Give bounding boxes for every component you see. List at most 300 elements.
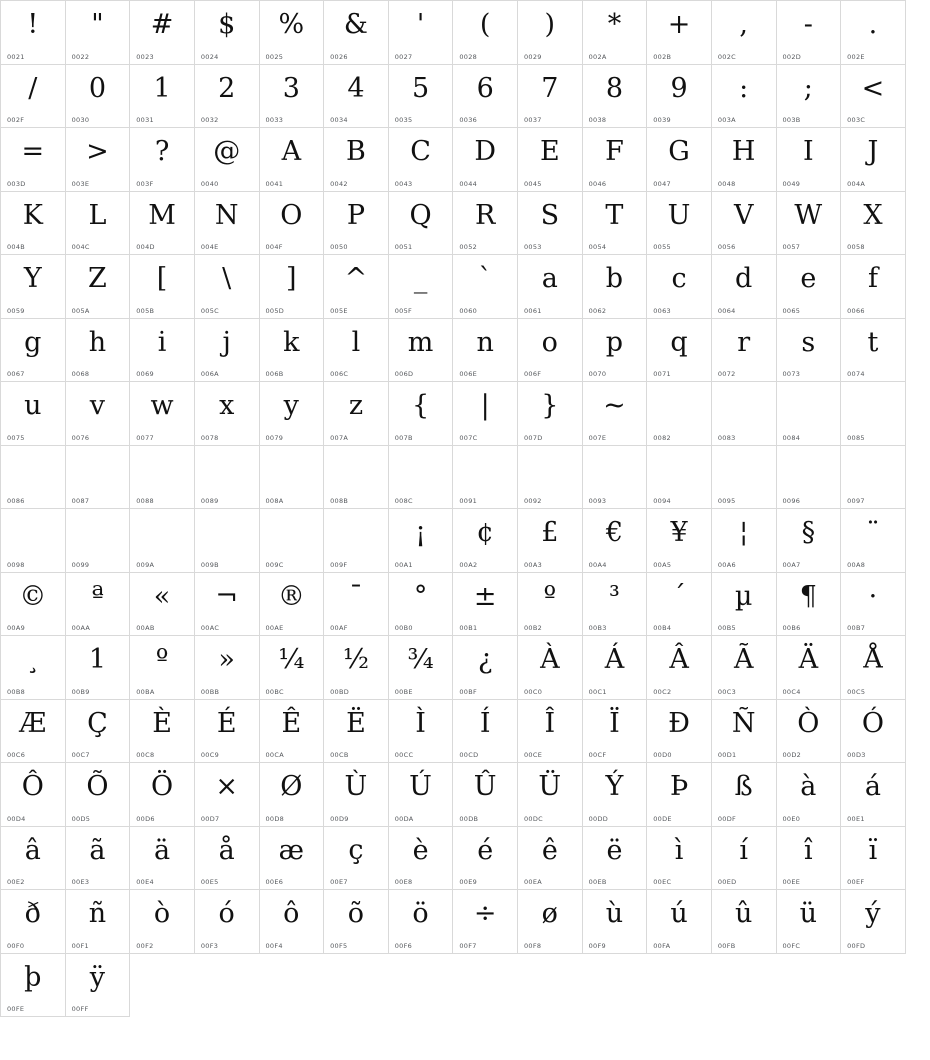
- glyph-cell[interactable]: [712, 509, 777, 573]
- glyph-cell[interactable]: [583, 827, 648, 891]
- glyph-cell[interactable]: [841, 128, 906, 192]
- glyph-character: #: [150, 9, 174, 40]
- glyph-cell[interactable]: [260, 827, 325, 891]
- glyph-cell[interactable]: [841, 573, 906, 637]
- glyph-character: B: [346, 136, 366, 167]
- glyph-cell[interactable]: [389, 827, 454, 891]
- glyph-character: ¿: [477, 644, 493, 675]
- glyph-cell[interactable]: [453, 763, 518, 827]
- glyph-cell[interactable]: [260, 382, 325, 446]
- glyph-cell[interactable]: [260, 446, 325, 510]
- glyph-cell[interactable]: [518, 1, 583, 65]
- glyph-cell[interactable]: [66, 573, 131, 637]
- glyph-cell[interactable]: [260, 700, 325, 764]
- glyph-cell[interactable]: [777, 827, 842, 891]
- glyph-cell[interactable]: [841, 700, 906, 764]
- glyph-codepoint-label: 007A: [330, 433, 349, 442]
- glyph-cell[interactable]: [66, 890, 131, 954]
- glyph-cell[interactable]: [518, 573, 583, 637]
- glyph-cell[interactable]: [324, 1, 389, 65]
- glyph-cell[interactable]: [583, 763, 648, 827]
- glyph-character: &: [343, 9, 368, 40]
- glyph-cell[interactable]: [841, 255, 906, 319]
- glyph-cell[interactable]: [389, 636, 454, 700]
- glyph-cell[interactable]: [1, 65, 66, 129]
- glyph-cell[interactable]: [66, 700, 131, 764]
- glyph-codepoint-label: 00B7: [847, 624, 866, 632]
- glyph-cell[interactable]: [1, 954, 66, 1018]
- glyph-cell[interactable]: [841, 65, 906, 129]
- glyph-codepoint-label: 00A5: [653, 560, 672, 569]
- glyph-cell[interactable]: [712, 636, 777, 700]
- glyph-codepoint-label: 0086: [7, 497, 25, 505]
- glyph-cell[interactable]: [841, 446, 906, 510]
- glyph-cell[interactable]: [647, 763, 712, 827]
- glyph-codepoint-label: 0022: [71, 52, 90, 61]
- glyph-cell[interactable]: [777, 128, 842, 192]
- glyph-cell[interactable]: [195, 636, 260, 700]
- glyph-cell[interactable]: [324, 255, 389, 319]
- glyph-cell[interactable]: [389, 65, 454, 129]
- glyph-cell[interactable]: [777, 509, 842, 573]
- glyph-cell[interactable]: [1, 192, 66, 256]
- glyph-cell[interactable]: [583, 319, 648, 383]
- glyph-cell[interactable]: [518, 700, 583, 764]
- glyph-codepoint-label: 004E: [200, 243, 219, 251]
- glyph-cell[interactable]: [647, 128, 712, 192]
- glyph-character: 1: [153, 72, 171, 104]
- glyph-cell[interactable]: [324, 827, 389, 891]
- glyph-cell[interactable]: [1, 255, 66, 319]
- glyph-character: Ü: [538, 771, 562, 802]
- glyph-cell[interactable]: [389, 255, 454, 319]
- glyph-cell[interactable]: [712, 827, 777, 891]
- glyph-cell[interactable]: [195, 192, 260, 256]
- glyph-cell[interactable]: [453, 128, 518, 192]
- glyph-codepoint-label: 00A4: [588, 560, 607, 569]
- glyph-cell[interactable]: [647, 890, 712, 954]
- glyph-cell[interactable]: [389, 890, 454, 954]
- glyph-codepoint-label: 00BB: [200, 687, 220, 696]
- glyph-cell[interactable]: [841, 382, 906, 446]
- glyph-cell[interactable]: [583, 128, 648, 192]
- glyph-cell[interactable]: [518, 509, 583, 573]
- glyph-codepoint-label: 00AF: [330, 624, 348, 632]
- glyph-character: ü: [799, 898, 817, 929]
- glyph-character: i: [157, 326, 167, 358]
- glyph-codepoint-label: 00E9: [459, 878, 478, 886]
- glyph-codepoint-label: 00FB: [717, 941, 736, 950]
- glyph-cell[interactable]: [518, 636, 583, 700]
- glyph-cell[interactable]: [66, 446, 131, 510]
- glyph-cell[interactable]: [130, 1, 195, 65]
- glyph-cell[interactable]: [841, 636, 906, 700]
- glyph-character: [518, 450, 582, 490]
- glyph-codepoint-label: 00D3: [847, 751, 866, 759]
- glyph-cell[interactable]: [583, 65, 648, 129]
- glyph-cell[interactable]: [130, 573, 195, 637]
- glyph-codepoint-label: 00B1: [459, 624, 478, 632]
- glyph-character: l: [351, 326, 361, 358]
- glyph-codepoint-label: 00BD: [330, 687, 350, 696]
- glyph-cell[interactable]: [324, 636, 389, 700]
- glyph-cell[interactable]: [712, 192, 777, 256]
- glyph-cell[interactable]: [647, 573, 712, 637]
- glyph-cell[interactable]: [260, 763, 325, 827]
- glyph-cell[interactable]: [260, 636, 325, 700]
- glyph-cell[interactable]: [647, 827, 712, 891]
- glyph-cell[interactable]: [1, 509, 66, 573]
- glyph-codepoint-label: 0029: [524, 52, 542, 61]
- glyph-cell[interactable]: [66, 636, 131, 700]
- glyph-cell[interactable]: [1, 700, 66, 764]
- glyph-cell[interactable]: [389, 509, 454, 573]
- glyph-cell[interactable]: [712, 573, 777, 637]
- glyph-cell[interactable]: [130, 128, 195, 192]
- glyph-cell[interactable]: [66, 1, 131, 65]
- glyph-cell[interactable]: [324, 319, 389, 383]
- glyph-character: ¯: [349, 580, 363, 612]
- glyph-codepoint-label: 0050: [330, 243, 348, 251]
- glyph-cell[interactable]: [453, 827, 518, 891]
- glyph-character: ª: [91, 580, 104, 612]
- glyph-cell[interactable]: [453, 192, 518, 256]
- glyph-cell[interactable]: [324, 192, 389, 256]
- glyph-cell[interactable]: [260, 255, 325, 319]
- glyph-cell[interactable]: [518, 763, 583, 827]
- glyph-cell[interactable]: [518, 255, 583, 319]
- glyph-character: Ó: [861, 707, 884, 739]
- glyph-cell[interactable]: [130, 700, 195, 764]
- glyph-character: ^: [344, 263, 368, 294]
- glyph-character: ©: [19, 580, 47, 612]
- glyph-cell[interactable]: [1, 636, 66, 700]
- glyph-codepoint-label: 00B8: [7, 687, 26, 696]
- glyph-cell[interactable]: [583, 1, 648, 65]
- glyph-cell[interactable]: [712, 255, 777, 319]
- glyph-cell[interactable]: [777, 65, 842, 129]
- glyph-codepoint-label: 00C7: [71, 751, 90, 759]
- glyph-cell[interactable]: [260, 319, 325, 383]
- glyph-codepoint-label: 00F9: [588, 941, 606, 950]
- glyph-character: %: [278, 9, 305, 40]
- glyph-cell[interactable]: [389, 319, 454, 383]
- glyph-cell[interactable]: [453, 700, 518, 764]
- glyph-character: Ä: [798, 644, 819, 675]
- glyph-cell[interactable]: [130, 192, 195, 256]
- glyph-cell[interactable]: [453, 446, 518, 510]
- glyph-cell[interactable]: [130, 382, 195, 446]
- glyph-cell[interactable]: [453, 319, 518, 383]
- glyph-cell[interactable]: [712, 700, 777, 764]
- glyph-codepoint-label: 00FA: [653, 941, 671, 950]
- glyph-cell[interactable]: [389, 192, 454, 256]
- glyph-cell[interactable]: [195, 509, 260, 573]
- glyph-character: 7: [541, 72, 559, 104]
- glyph-cell[interactable]: [518, 382, 583, 446]
- glyph-codepoint-label: 00A3: [524, 560, 543, 569]
- glyph-cell[interactable]: [324, 763, 389, 827]
- glyph-codepoint-label: 0058: [847, 243, 865, 251]
- glyph-cell[interactable]: [583, 509, 648, 573]
- glyph-cell[interactable]: [324, 573, 389, 637]
- glyph-cell[interactable]: [260, 509, 325, 573]
- glyph-cell[interactable]: [583, 382, 648, 446]
- glyph-cell[interactable]: [1, 890, 66, 954]
- glyph-character: S: [540, 199, 560, 231]
- glyph-cell[interactable]: [583, 192, 648, 256]
- glyph-cell[interactable]: [130, 319, 195, 383]
- glyph-character: t: [867, 326, 879, 358]
- glyph-cell[interactable]: [1, 1, 66, 65]
- glyph-codepoint-label: 00AE: [265, 624, 284, 632]
- glyph-codepoint-label: 0052: [459, 243, 478, 251]
- glyph-cell[interactable]: [389, 446, 454, 510]
- glyph-cell[interactable]: [777, 636, 842, 700]
- glyph-codepoint-label: 005A: [71, 306, 90, 315]
- glyph-cell[interactable]: [583, 636, 648, 700]
- glyph-cell[interactable]: [1, 382, 66, 446]
- glyph-cell[interactable]: [195, 827, 260, 891]
- glyph-cell[interactable]: [712, 446, 777, 510]
- glyph-character: ÿ: [89, 961, 106, 993]
- glyph-cell[interactable]: [195, 65, 260, 129]
- glyph-cell[interactable]: [518, 65, 583, 129]
- glyph-cell[interactable]: [777, 573, 842, 637]
- glyph-cell[interactable]: [195, 1, 260, 65]
- glyph-cell[interactable]: [66, 255, 131, 319]
- glyph-codepoint-label: 003C: [847, 116, 866, 124]
- glyph-cell[interactable]: [389, 573, 454, 637]
- glyph-codepoint-label: 005D: [265, 306, 285, 315]
- glyph-cell[interactable]: [777, 700, 842, 764]
- glyph-cell[interactable]: [777, 382, 842, 446]
- glyph-cell[interactable]: [712, 319, 777, 383]
- glyph-codepoint-label: 0023: [136, 52, 154, 61]
- glyph-cell[interactable]: [195, 890, 260, 954]
- glyph-cell[interactable]: [130, 65, 195, 129]
- glyph-cell[interactable]: [841, 192, 906, 256]
- glyph-cell[interactable]: [1, 573, 66, 637]
- glyph-cell[interactable]: [841, 827, 906, 891]
- glyph-cell[interactable]: [1, 763, 66, 827]
- glyph-codepoint-label: 0048: [717, 179, 736, 188]
- glyph-cell[interactable]: [66, 763, 131, 827]
- glyph-codepoint-label: 00ED: [717, 878, 737, 886]
- glyph-cell[interactable]: [66, 382, 131, 446]
- glyph-cell[interactable]: [647, 382, 712, 446]
- glyph-cell[interactable]: [518, 192, 583, 256]
- glyph-cell[interactable]: [260, 65, 325, 129]
- glyph-cell[interactable]: [66, 827, 131, 891]
- glyph-cell[interactable]: [647, 636, 712, 700]
- glyph-cell[interactable]: [453, 573, 518, 637]
- glyph-character: å: [218, 834, 235, 866]
- glyph-cell[interactable]: [324, 509, 389, 573]
- glyph-codepoint-label: 00B0: [394, 624, 413, 632]
- glyph-cell[interactable]: [518, 890, 583, 954]
- glyph-character: [647, 386, 711, 426]
- glyph-cell[interactable]: [1, 446, 66, 510]
- glyph-cell[interactable]: [777, 192, 842, 256]
- glyph-codepoint-label: 00AA: [71, 624, 91, 632]
- glyph-character: y: [283, 390, 299, 421]
- glyph-cell[interactable]: [130, 636, 195, 700]
- glyph-cell[interactable]: [130, 255, 195, 319]
- glyph-cell[interactable]: [195, 382, 260, 446]
- glyph-cell[interactable]: [324, 890, 389, 954]
- glyph-cell[interactable]: [712, 1, 777, 65]
- glyph-cell[interactable]: [66, 319, 131, 383]
- glyph-cell[interactable]: [518, 446, 583, 510]
- glyph-codepoint-label: 0099: [71, 560, 90, 569]
- glyph-cell[interactable]: [324, 446, 389, 510]
- glyph-character: ö: [412, 898, 429, 929]
- glyph-cell[interactable]: [389, 700, 454, 764]
- glyph-cell[interactable]: [260, 192, 325, 256]
- glyph-cell[interactable]: [453, 509, 518, 573]
- glyph-codepoint-label: 0064: [717, 306, 736, 315]
- glyph-cell[interactable]: [1, 827, 66, 891]
- glyph-cell[interactable]: [647, 700, 712, 764]
- glyph-cell[interactable]: [777, 1, 842, 65]
- glyph-cell[interactable]: [841, 1, 906, 65]
- glyph-codepoint-label: 004F: [265, 243, 283, 251]
- glyph-cell[interactable]: [712, 763, 777, 827]
- glyph-character: 9: [670, 72, 688, 104]
- glyph-cell[interactable]: [195, 255, 260, 319]
- glyph-cell[interactable]: [195, 573, 260, 637]
- glyph-codepoint-label: 009B: [200, 560, 219, 569]
- glyph-cell[interactable]: [777, 890, 842, 954]
- glyph-cell[interactable]: [324, 128, 389, 192]
- glyph-cell[interactable]: [195, 446, 260, 510]
- glyph-codepoint-label: 0079: [265, 433, 284, 442]
- glyph-character: ï: [868, 834, 878, 866]
- glyph-cell[interactable]: [260, 573, 325, 637]
- glyph-cell[interactable]: [453, 890, 518, 954]
- glyph-character: ¬: [215, 580, 238, 612]
- glyph-cell[interactable]: [260, 128, 325, 192]
- glyph-character: À: [540, 644, 560, 675]
- glyph-cell[interactable]: [712, 890, 777, 954]
- glyph-cell[interactable]: [130, 446, 195, 510]
- glyph-codepoint-label: 0068: [71, 370, 90, 378]
- glyph-cell[interactable]: [583, 573, 648, 637]
- glyph-cell[interactable]: [195, 128, 260, 192]
- glyph-cell[interactable]: [518, 827, 583, 891]
- glyph-codepoint-label: 0073: [782, 370, 801, 378]
- glyph-cell[interactable]: [647, 255, 712, 319]
- glyph-cell[interactable]: [777, 446, 842, 510]
- glyph-cell[interactable]: [583, 255, 648, 319]
- glyph-cell[interactable]: [841, 319, 906, 383]
- glyph-cell[interactable]: [777, 319, 842, 383]
- glyph-cell[interactable]: [712, 65, 777, 129]
- glyph-cell[interactable]: [712, 128, 777, 192]
- glyph-cell[interactable]: [453, 636, 518, 700]
- glyph-character: [260, 513, 324, 553]
- glyph-cell[interactable]: [195, 700, 260, 764]
- glyph-cell[interactable]: [66, 65, 131, 129]
- glyph-cell[interactable]: [453, 65, 518, 129]
- glyph-character: h: [88, 326, 107, 358]
- glyph-cell[interactable]: [453, 1, 518, 65]
- glyph-cell[interactable]: [66, 192, 131, 256]
- glyph-codepoint-label: 00DC: [524, 814, 544, 823]
- glyph-cell[interactable]: [453, 382, 518, 446]
- glyph-cell[interactable]: [518, 319, 583, 383]
- glyph-codepoint-label: 00D6: [136, 814, 155, 823]
- glyph-cell[interactable]: [389, 128, 454, 192]
- glyph-cell[interactable]: [583, 700, 648, 764]
- glyph-cell[interactable]: [647, 319, 712, 383]
- glyph-cell[interactable]: [389, 382, 454, 446]
- glyph-character: ´: [672, 580, 686, 612]
- glyph-cell[interactable]: [66, 128, 131, 192]
- glyph-codepoint-label: 00E6: [265, 878, 284, 886]
- glyph-cell[interactable]: [1, 128, 66, 192]
- glyph-codepoint-label: 00F6: [394, 941, 413, 950]
- glyph-cell[interactable]: [841, 509, 906, 573]
- glyph-cell[interactable]: [647, 446, 712, 510]
- glyph-cell[interactable]: [583, 890, 648, 954]
- glyph-cell[interactable]: [260, 890, 325, 954]
- glyph-cell[interactable]: [1, 319, 66, 383]
- glyph-cell[interactable]: [841, 890, 906, 954]
- glyph-codepoint-label: 00C8: [136, 751, 155, 759]
- glyph-character: º: [155, 644, 169, 675]
- glyph-character: Û: [473, 771, 497, 802]
- glyph-cell[interactable]: [647, 1, 712, 65]
- glyph-cell[interactable]: [647, 65, 712, 129]
- glyph-cell[interactable]: [66, 954, 131, 1018]
- glyph-character: ¼: [278, 644, 305, 675]
- glyph-cell[interactable]: [324, 65, 389, 129]
- glyph-cell[interactable]: [777, 763, 842, 827]
- glyph-cell[interactable]: [195, 319, 260, 383]
- glyph-character: Í: [479, 707, 491, 739]
- glyph-cell[interactable]: [324, 382, 389, 446]
- glyph-cell[interactable]: [130, 763, 195, 827]
- glyph-cell[interactable]: [324, 700, 389, 764]
- glyph-character: [1, 450, 65, 490]
- glyph-cell[interactable]: [130, 827, 195, 891]
- glyph-cell[interactable]: [647, 509, 712, 573]
- glyph-codepoint-label: 0088: [136, 497, 154, 505]
- glyph-cell[interactable]: [583, 446, 648, 510]
- glyph-cell[interactable]: [647, 192, 712, 256]
- glyph-codepoint-label: 00A2: [459, 560, 478, 569]
- glyph-cell[interactable]: [130, 509, 195, 573]
- glyph-character: U: [667, 199, 691, 231]
- glyph-cell[interactable]: [712, 382, 777, 446]
- glyph-cell[interactable]: [453, 255, 518, 319]
- glyph-cell[interactable]: [518, 128, 583, 192]
- glyph-character: a: [541, 263, 558, 294]
- glyph-cell[interactable]: [389, 763, 454, 827]
- glyph-cell[interactable]: [777, 255, 842, 319]
- glyph-character: È: [152, 707, 172, 739]
- glyph-cell[interactable]: [389, 1, 454, 65]
- glyph-codepoint-label: 0063: [653, 306, 671, 315]
- glyph-character: ±: [473, 580, 497, 612]
- glyph-cell[interactable]: [260, 1, 325, 65]
- glyph-cell[interactable]: [130, 890, 195, 954]
- glyph-cell[interactable]: [841, 763, 906, 827]
- glyph-cell[interactable]: [195, 763, 260, 827]
- glyph-cell[interactable]: [66, 509, 131, 573]
